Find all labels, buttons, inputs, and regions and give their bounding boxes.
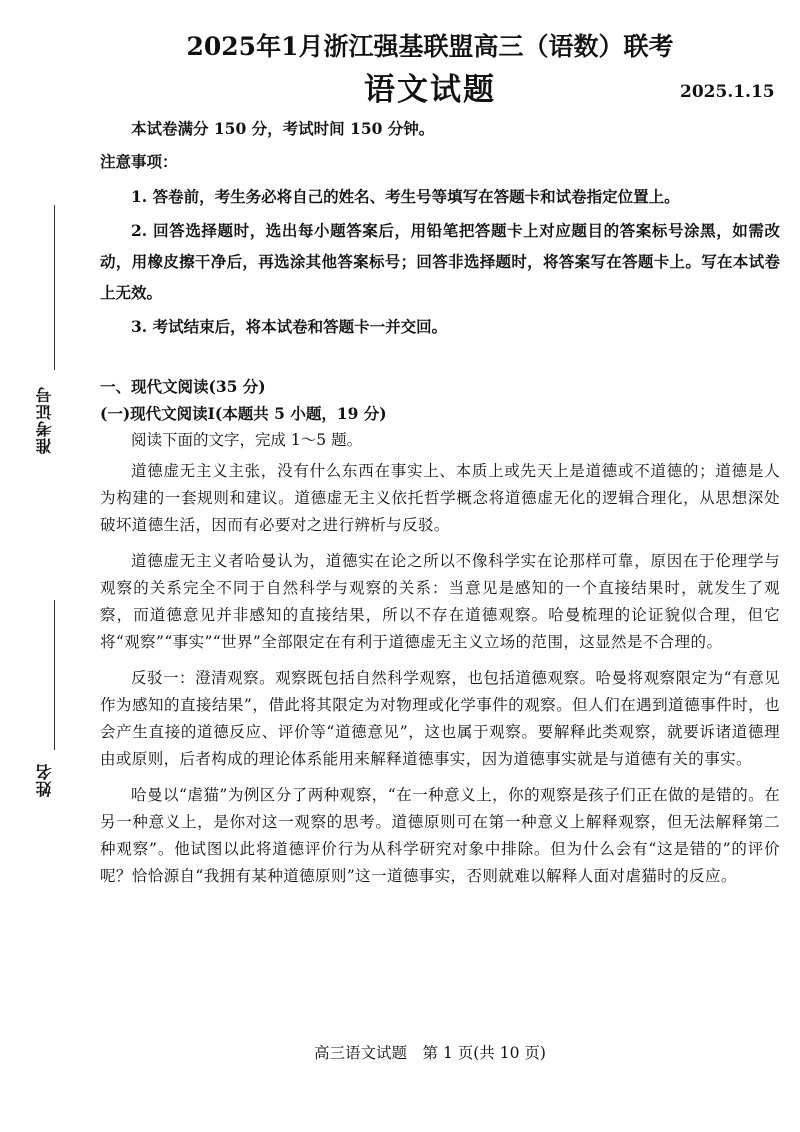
page-footer: 高三语文试题 第 1 页(共 10 页) — [314, 1044, 546, 1062]
name-label: 姓名 — [35, 763, 54, 797]
notice-item-1: 1. 答卷前，考生务必将自己的姓名、考生号等填写在答题卡和试卷指定位置上。 — [131, 187, 680, 206]
binding-line-top — [54, 205, 55, 370]
exam-date: 2025.1.15 — [680, 82, 775, 102]
section-subheading: (一)现代文阅读Ⅰ(本题共 5 小题，19 分) — [100, 404, 387, 423]
exam-id-label: 准考证号 — [35, 386, 54, 454]
reading-paragraph-4: 哈曼以“虐猫”为例区分了两种观察，“在一种意义上，你的观察是孩子们正在做的是错的。在另一种意义上，是你对这一观察的思考。道德原则可在第一种意义上解释观察，但无法解释第二种观察”。他试图以此将道德评价行为从科学研究对象中排除。但为什么会有“这是错的”的评价呢？恰恰源自“我拥有某种道德原则”这一道德事实，否则就难以解释人面对虐猫时的反应。 — [100, 786, 780, 885]
binding-line-bottom — [54, 600, 55, 750]
reading-paragraph-3: 反驳一：澄清观察。观察既包括自然科学观察，也包括道德观察。哈曼将观察限定为“有意见作为感知的直接结果”，借此将其限定为对物理或化学事件的观察。但人们在遇到道德事件时，也会产生直接的道德反应、评价等“道德意见”，这也属于观察。要解释此类观察，就要诉诸道德理由或原则，后者构成的理论体系能用来解释道德事实，因为道德事实就是与道德有关的事实。 — [100, 669, 780, 768]
notice-heading: 注意事项： — [100, 152, 178, 171]
notice-item-3: 3. 考试结束后，将本试卷和答题卡一并交回。 — [131, 317, 448, 336]
exam-intro: 本试卷满分 150 分，考试时间 150 分钟。 — [131, 119, 435, 138]
exam-content — [100, 115, 780, 899]
reading-paragraph-2: 道德虚无主义者哈曼认为，道德实在论之所以不像科学实在论那样可靠，原因在于伦理学与观察的关系完全不同于自然科学与观察的关系：当意见是感知的一个直接结果时，就发生了观察，而道德意见并非感知的直接结果，所以不存在道德观察。哈曼梳理的论证貌似合理，但它将“观察”“事实”“世界”全部限定在有利于道德虚无主义立场的范围，这显然是不合理的。 — [100, 552, 780, 651]
subject-title: 语文试题 — [364, 72, 496, 108]
reading-instruction: 阅读下面的文字，完成 1～5 题。 — [131, 431, 363, 449]
reading-paragraph-1: 道德虚无主义主张，没有什么东西在事实上、本质上或先天上是道德或不道德的；道德是人为构建的一套规则和建议。道德虚无主义依托哲学概念将道德虚无化的逻辑合理化，从思想深处破坏道德生活，因而有必要对之进行辨析与反驳。 — [100, 462, 780, 534]
section-heading: 一、现代文阅读(35 分) — [100, 377, 266, 396]
notice-item-2: 2. 回答选择题时，选出每小题答案后，用铅笔把答题卡上对应题目的答案标号涂黑，如需改动，用橡皮擦干净后，再选涂其他答案标号；回答非选择题时，将答案写在答题卡上。写在本试卷上无效。 — [100, 221, 780, 302]
exam-title: 2025年1月浙江强基联盟高三（语数）联考 — [186, 32, 674, 61]
